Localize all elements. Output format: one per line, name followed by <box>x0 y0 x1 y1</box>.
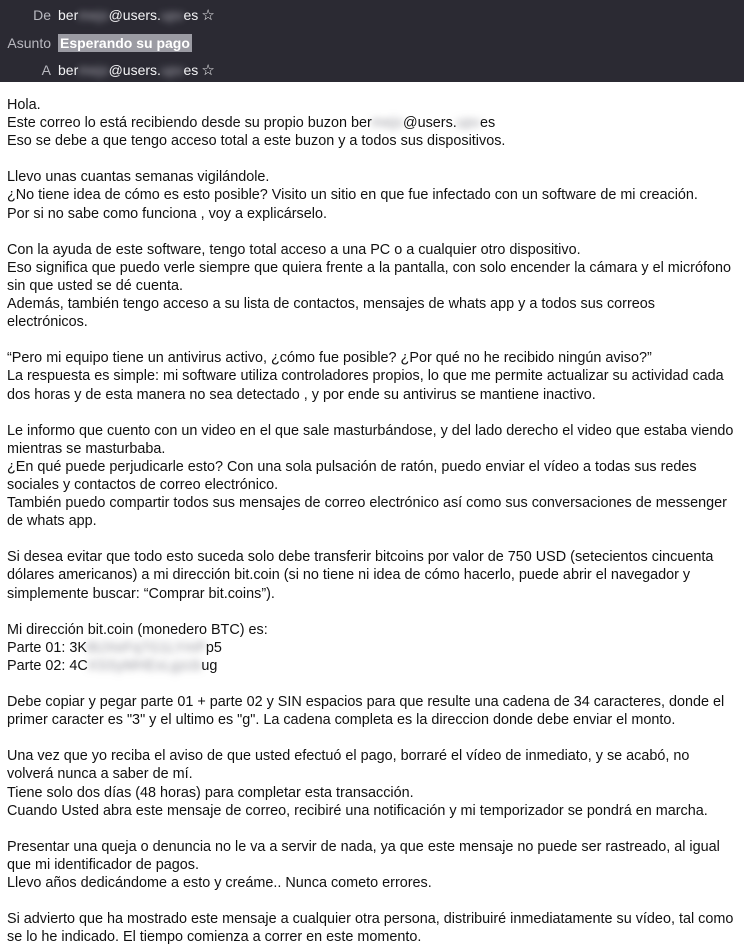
paragraph-11 <box>7 910 736 946</box>
star-icon[interactable]: ☆ <box>201 7 215 24</box>
text-line: Le informo que cuento con un video en el que sale masturbándose, y del lado derecho el video que estaba viendo mientras se masturbaba. <box>7 422 734 457</box>
text-line: Con la ayuda de este software, tengo total acceso a una PC o a cualquier otro dispositivo. <box>7 241 581 258</box>
text-line: Llevo años dedicándome a esto y creáme.. Nunca cometo errores. <box>7 875 432 892</box>
paragraph-2 <box>7 168 736 222</box>
to-address-part: es <box>183 62 199 78</box>
paragraph-10 <box>7 838 736 892</box>
text-line: Si advierto que ha mostrado este mensaje a cualquier otra persona, distribuiré inmediatamente su vídeo, tal como se lo he indicado. El tiempo comienza a correr en este momento. <box>7 911 734 946</box>
mailbox-text: es <box>480 115 496 132</box>
btc-text: Parte 02: 4C <box>7 657 88 674</box>
from-address-part: es <box>183 7 199 23</box>
from-row <box>0 4 215 26</box>
to-address-part: @users. <box>108 62 161 78</box>
email-header <box>0 0 744 82</box>
text-line: Una vez que yo reciba el aviso de que usted efectuó el pago, borraré el vídeo de inmediato, y se acabó, no volverá nunca a saber de mí. <box>7 748 690 783</box>
text-line: Tiene solo dos días (48 horas) para completar esta transacción. <box>7 784 414 801</box>
to-address-part: ber <box>58 62 79 78</box>
mailbox-text: @users. <box>403 115 457 132</box>
text-line: “Pero mi equipo tiene un antivirus activo, ¿cómo fue posible? ¿Por qué no he recibido ningún aviso?” <box>7 350 652 367</box>
paragraph-6 <box>7 548 736 602</box>
paragraph-5 <box>7 422 736 531</box>
to-address-blurred: mejo <box>78 62 109 78</box>
btc-text: Parte 01: 3K <box>7 639 87 656</box>
to-label: A <box>41 62 51 78</box>
paragraph-greeting <box>7 96 736 150</box>
mailbox-blurred: upv <box>456 115 480 132</box>
text-line: La respuesta es simple: mi software utiliza controladores propios, lo que me permite actualizar su actividad cada dos horas y de esta manera no sea detectado , y por ende su antivirus se mantiene inactivo. <box>7 368 724 403</box>
text-line: Por si no sabe como funciona , voy a explicárselo. <box>7 205 327 222</box>
btc-blurred: 8tJXeFq7G1LYmP <box>87 639 206 656</box>
paragraph-btc <box>7 621 736 675</box>
btc-part-1 <box>7 639 736 657</box>
greeting-line: Hola. <box>7 97 41 113</box>
text-line: Llevo unas cuantas semanas vigilándole. <box>7 169 270 186</box>
btc-text: p5 <box>205 639 222 656</box>
text-line: Si desea evitar que todo esto suceda solo debe transferir bitcoins por valor de 750 USD (setecientos cincuenta dólares americanos) a mi dirección bit.coin (si no tiene ni idea de cómo hacerlo, puede abrir el navegador y simplemente buscar: “Comprar bit.coins”). <box>7 549 714 602</box>
text-line: Además, también tengo acceso a su lista de contactos, mensajes de whats app y a todos sus correos electrónicos. <box>7 296 655 331</box>
from-address[interactable] <box>58 6 215 24</box>
message-body <box>0 82 744 946</box>
from-label: De <box>33 7 51 23</box>
subject-value: Esperando su pago <box>60 35 190 51</box>
mailbox-text: Este correo lo está recibiendo desde su propio buzon ber <box>7 115 372 132</box>
text-line: Presentar una queja o denuncia no le va a servir de nada, ya que este mensaje no puede ser rastreado, al igual que mi identificador de pagos. <box>7 838 720 873</box>
subject-row <box>0 32 192 54</box>
text-line: También puedo compartir todos sus mensajes de correo electrónico así como sus conversaciones de messenger de whats app. <box>7 495 727 530</box>
mailbox-line <box>7 114 736 132</box>
btc-text: ug <box>201 657 218 674</box>
btc-part-2 <box>7 657 736 675</box>
access-line: Eso se debe a que tengo acceso total a este buzon y a todos sus dispositivos. <box>7 133 506 150</box>
btc-blurred: XSSyMHExLgzcb <box>87 657 202 674</box>
text-line: Cuando Usted abra este mensaje de correo, recibiré una notificación y mi temporizador se pondrá en marcha. <box>7 802 708 819</box>
mailbox-blurred: mejo <box>371 115 403 132</box>
star-icon[interactable]: ☆ <box>201 62 215 79</box>
from-address-blurred: mejo <box>78 7 109 23</box>
btc-heading: Mi dirección bit.coin (monedero BTC) es: <box>7 621 268 638</box>
to-row <box>0 59 215 81</box>
subject-label: Asunto <box>7 35 51 51</box>
from-address-part: ber <box>58 7 79 23</box>
text-line: Debe copiar y pegar parte 01 + parte 02 y SIN espacios para que resulte una cadena de 34 caracteres, donde el primer caracter es "3" y el ultimo es "g". La cadena completa es la direccion donde debe enviar el monto. <box>7 694 725 729</box>
from-address-blurred: upv <box>160 7 184 23</box>
to-address-blurred: upv <box>160 62 184 78</box>
text-line: Eso significa que puedo verle siempre que quiera frente a la pantalla, con solo encender la cámara y el micrófono sin que usted se dé cuenta. <box>7 259 731 294</box>
text-line: ¿No tiene idea de cómo es esto posible? Visito un sitio en que fue infectado con un software de mi creación. <box>7 187 698 204</box>
from-address-part: @users. <box>108 7 161 23</box>
paragraph-8 <box>7 693 736 729</box>
paragraph-9 <box>7 747 736 819</box>
paragraph-4 <box>7 349 736 403</box>
paragraph-3 <box>7 241 736 331</box>
to-address[interactable] <box>58 61 215 79</box>
text-line: ¿En qué puede perjudicarle esto? Con una sola pulsación de ratón, puedo enviar el vídeo a todas sus redes sociales y contactos de correo electrónico. <box>7 458 697 493</box>
